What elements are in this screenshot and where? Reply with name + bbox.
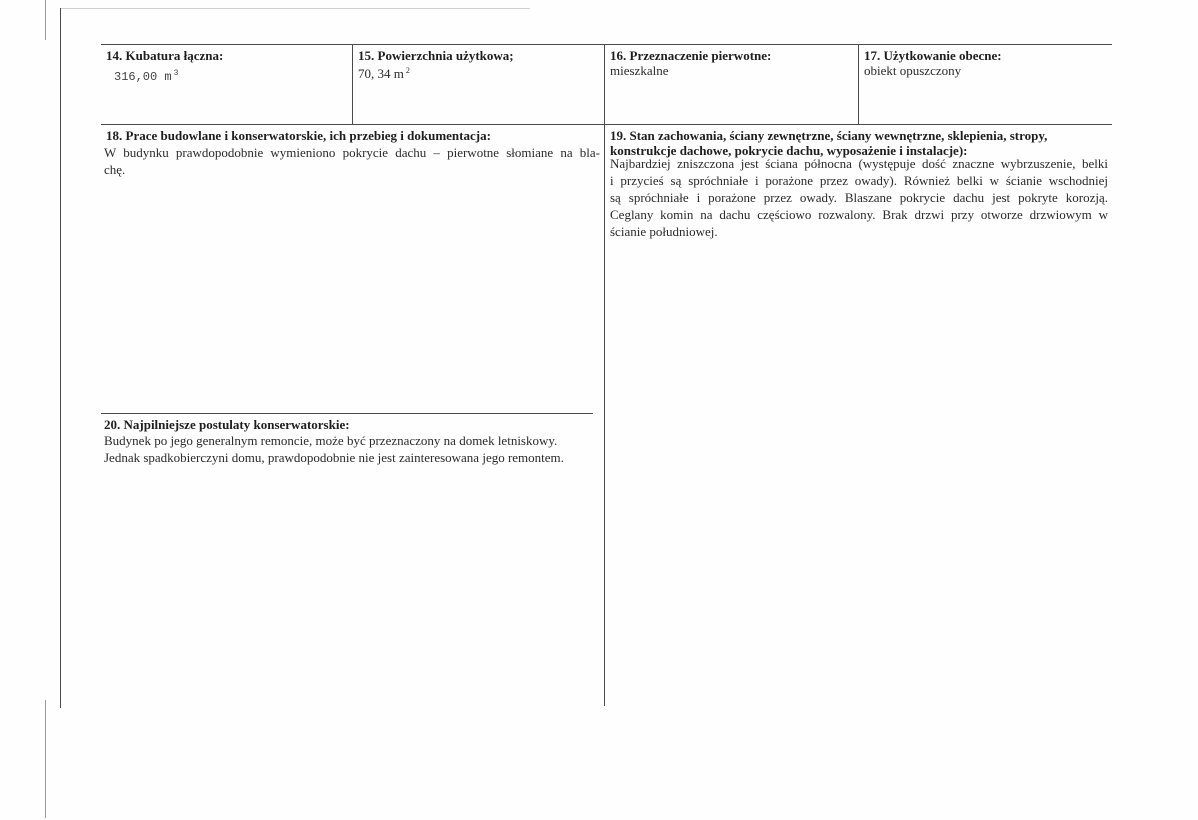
stan-text <box>610 155 1108 240</box>
cell-divider <box>604 44 605 706</box>
scan-edge-mark <box>45 0 46 40</box>
postulaty-text <box>104 432 600 466</box>
uzytkowanie-value: obiekt opuszczony <box>864 63 962 78</box>
stan-line: Ceglany komin na dachu częściowo rozwalony. Brak drzwi przy otworze drzwiowym w <box>610 207 1108 222</box>
powierzchnia-heading: 15. Powierzchnia użytkowa; <box>358 48 514 63</box>
table-left-border <box>60 8 61 708</box>
kubatura-heading: 14. Kubatura łączna: <box>106 48 224 63</box>
prace-line: chę. <box>104 162 126 177</box>
przeznaczenie-heading: 16. Przeznaczenie pierwotne: <box>610 48 772 63</box>
kubatura-unit-sup: 3 <box>173 69 179 78</box>
postulaty-line: Budynek po jego generalnym remoncie, może być przeznaczony na domek letniskowy. <box>104 433 558 448</box>
stan-line: i przycieś są spróchniałe i porażone przez owady). Również belki w ścianie wschodniej <box>610 173 1108 188</box>
prace-heading: 18. Prace budowlane i konserwatorskie, ich przebieg i dokumentacja: <box>106 128 491 143</box>
scan-top-line <box>60 8 530 9</box>
powierzchnia-number: 70, 34 m <box>358 66 404 81</box>
postulaty-line: Jednak spadkobierczyni domu, prawdopodobnie nie jest zainteresowana jego remontem. <box>104 450 564 465</box>
table-top-rule <box>101 44 1112 45</box>
stan-heading <box>610 128 1047 158</box>
stan-line: Najbardziej zniszczona jest ściana północna (występuje dość znaczne wybrzuszenie, belki <box>610 156 1108 171</box>
stan-line: są spróchniałe i porażone przez owady. Blaszane pokrycie dachu jest pokryte korozją. <box>610 190 1108 205</box>
przeznaczenie-value: mieszkalne <box>610 63 669 78</box>
scan-edge-mark <box>45 700 46 818</box>
section-rule <box>101 413 593 414</box>
powierzchnia-unit-sup: 2 <box>405 66 410 75</box>
kubatura-number: 316,00 m <box>114 70 172 84</box>
uzytkowanie-heading: 17. Użytkowanie obecne: <box>864 48 1002 63</box>
prace-text <box>104 144 600 178</box>
prace-line: W budynku prawdopodobnie wymieniono pokrycie dachu – pierwotne słomiane na bla- <box>104 145 600 160</box>
powierzchnia-value <box>358 63 410 82</box>
row-rule <box>101 124 1112 125</box>
kubatura-value <box>114 66 178 85</box>
postulaty-heading: 20. Najpilniejsze postulaty konserwatorskie: <box>104 417 350 432</box>
cell-divider <box>858 44 859 124</box>
cell-divider <box>352 44 353 124</box>
stan-line: ścianie południowej. <box>610 224 718 239</box>
stan-heading-line: konstrukcje dachowe, pokrycie dachu, wyposażenie i instalacje): <box>610 143 968 158</box>
stan-heading-line: 19. Stan zachowania, ściany zewnętrzne, ściany wewnętrzne, sklepienia, stropy, <box>610 128 1048 143</box>
